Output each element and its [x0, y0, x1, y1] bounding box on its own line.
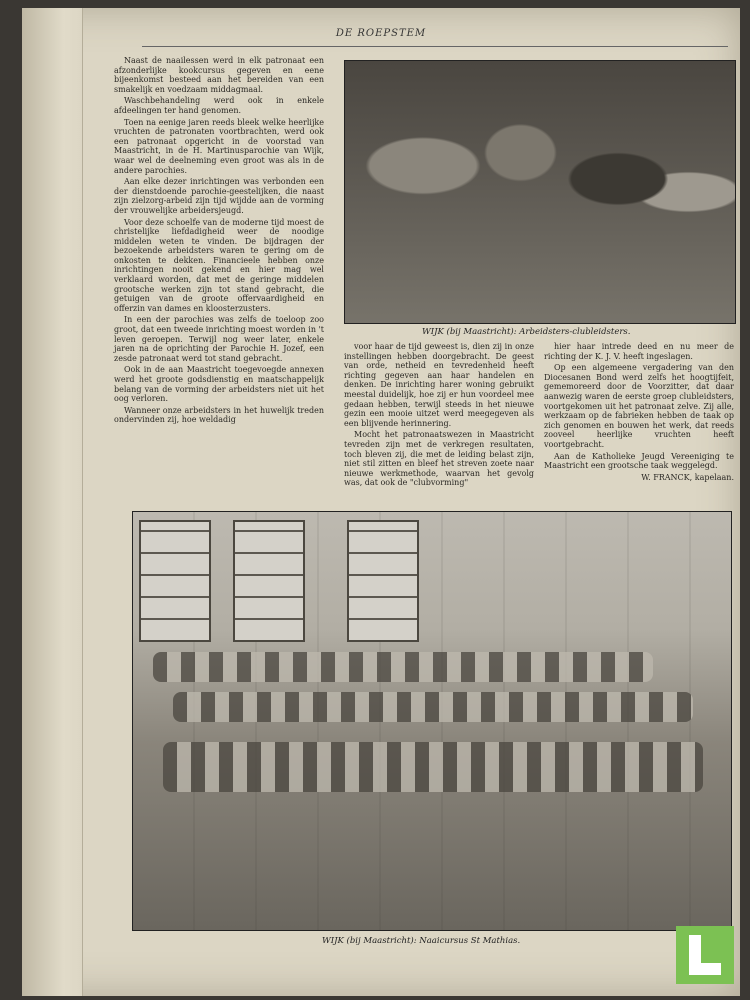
figure-row — [163, 742, 703, 792]
middle-text-column — [344, 342, 534, 490]
paragraph: voor haar de tijd geweest is, dien zij in onze instellingen hebben doorgebracht. De geest van orde, netheid en tevredenheid heeft richting gegeven aan haar handelen en denken. De inrichting harer woning gebruikt meestal duidelijk, hoe zij er hun voordeel mee gedaan hebben, terwijl steeds in het nieuwe gezin een mooie uitzet werd meegegeven als een blijvende herinnering. — [344, 342, 534, 428]
figure-row — [173, 692, 693, 722]
author-signature: W. FRANCK, kapelaan. — [641, 472, 734, 482]
left-text-column — [114, 56, 324, 427]
paragraph: Aan elke dezer inrichtingen was verbonden een der dienstdoende parochie-geestelijken, die naast zijn zielzorg-arbeid zijn tijd wijdde aan de vorming der vrouwelijke arbeidersjeugd. — [114, 177, 324, 215]
paragraph: Op een algemeene vergadering van den Diocesanen Bond werd zelfs het hoogtijfeit, gememoreerd door de Voorzitter, dat daar aanwezig waren de eerste groep clubleidsters, voortgekomen uit het patronaat zelve. Zij alle, werkzaam op de fabrieken hebben de taak op zich genomen en bouwen het werk, dat reeds zooveel heerlijke vruchten heeft voortgebracht. — [544, 363, 734, 449]
window — [139, 520, 211, 642]
window — [233, 520, 305, 642]
paragraph: Ook in de aan Maastricht toegevoegde annexen werd het groote godsdienstig en maatschappelijk belang van de vorming der arbeidsters niet uit het oog verloren. — [114, 365, 324, 404]
paragraph: Aan de Katholieke Jeugd Vereeniging te Maastricht een grootsche taak weggelegd. — [544, 451, 734, 471]
paragraph: Mocht het patronaatswezen in Maastricht tevreden zijn met de verkregen resultaten, toch bleven zij, die met de leiding belast zijn, niet stil zitten en bleef het streven zoete naar nieuwe werkmethode, waarvan het gevolg was, dat ook de "clubvorming" — [344, 430, 534, 488]
paragraph: In een der parochies was zelfs de toeloop zoo groot, dat een tweede inrichting moest worden in 't leven geroepen. Terwijl nog weer later, enkele jaren na de oprichting der Parochie H. Jozef, een zesde patronaat werd tot stand gebracht. — [114, 315, 324, 363]
running-head: DE ROEPSTEM — [335, 28, 427, 39]
window — [347, 520, 419, 642]
caption-bottom: WIJK (bij Maastricht): Naaicursus St Mathias. — [322, 936, 521, 946]
caption-top: WIJK (bij Maastricht): Arbeidsters-clubleidsters. — [422, 327, 631, 337]
header-rule — [142, 46, 728, 47]
paragraph: Naast de naailessen werd in elk patronaat een afzonderlijke kookcursus gegeven en eene bijeenkomst besteed aan het bereiden van een smakelijk en voedzaam middagmaal. — [114, 56, 324, 94]
page-spine — [22, 8, 83, 996]
right-text-column — [544, 342, 734, 484]
paragraph: Waschbehandeling werd ook in enkele afdeelingen ter hand genomen. — [114, 96, 324, 115]
figure-row — [153, 652, 653, 682]
group-photo-club-leaders — [344, 60, 736, 324]
watermark-logo — [676, 926, 734, 984]
paragraph: Wanneer onze arbeidsters in het huwelijk treden ondervinden zij, hoe weldadig — [114, 405, 324, 425]
sewing-class-photo — [132, 511, 732, 931]
paragraph: Toen na eenige jaren reeds bleek welke heerlijke vruchten de patronaten voortbrachten, werd ook een patronaat opgericht in de voorstad van Maastricht, in de H. Martinusparochie van Wijk, waar wel de deelneming even groot was als in de andere parochies. — [114, 117, 324, 175]
magazine-page — [22, 8, 740, 996]
paragraph: hier haar intrede deed en nu meer de richting der K. J. V. heeft ingeslagen. — [544, 342, 734, 361]
paragraph: Voor deze schoelfe van de moderne tijd moest de christelijke liefdadigheid weer de noodige middelen weten te vinden. De bijdragen der bezoekende arbeidsters waren te gering om de onkosten te dekken. Financieele hebben onze inrichtingen nooit gekend en hier mag wel verklaard worden, dat met de geringe middelen grootsche werken zijn tot stand gebracht, die getuigen van de groote offervaardigheid en offerzin van dames en kloosterzusters. — [114, 217, 324, 313]
